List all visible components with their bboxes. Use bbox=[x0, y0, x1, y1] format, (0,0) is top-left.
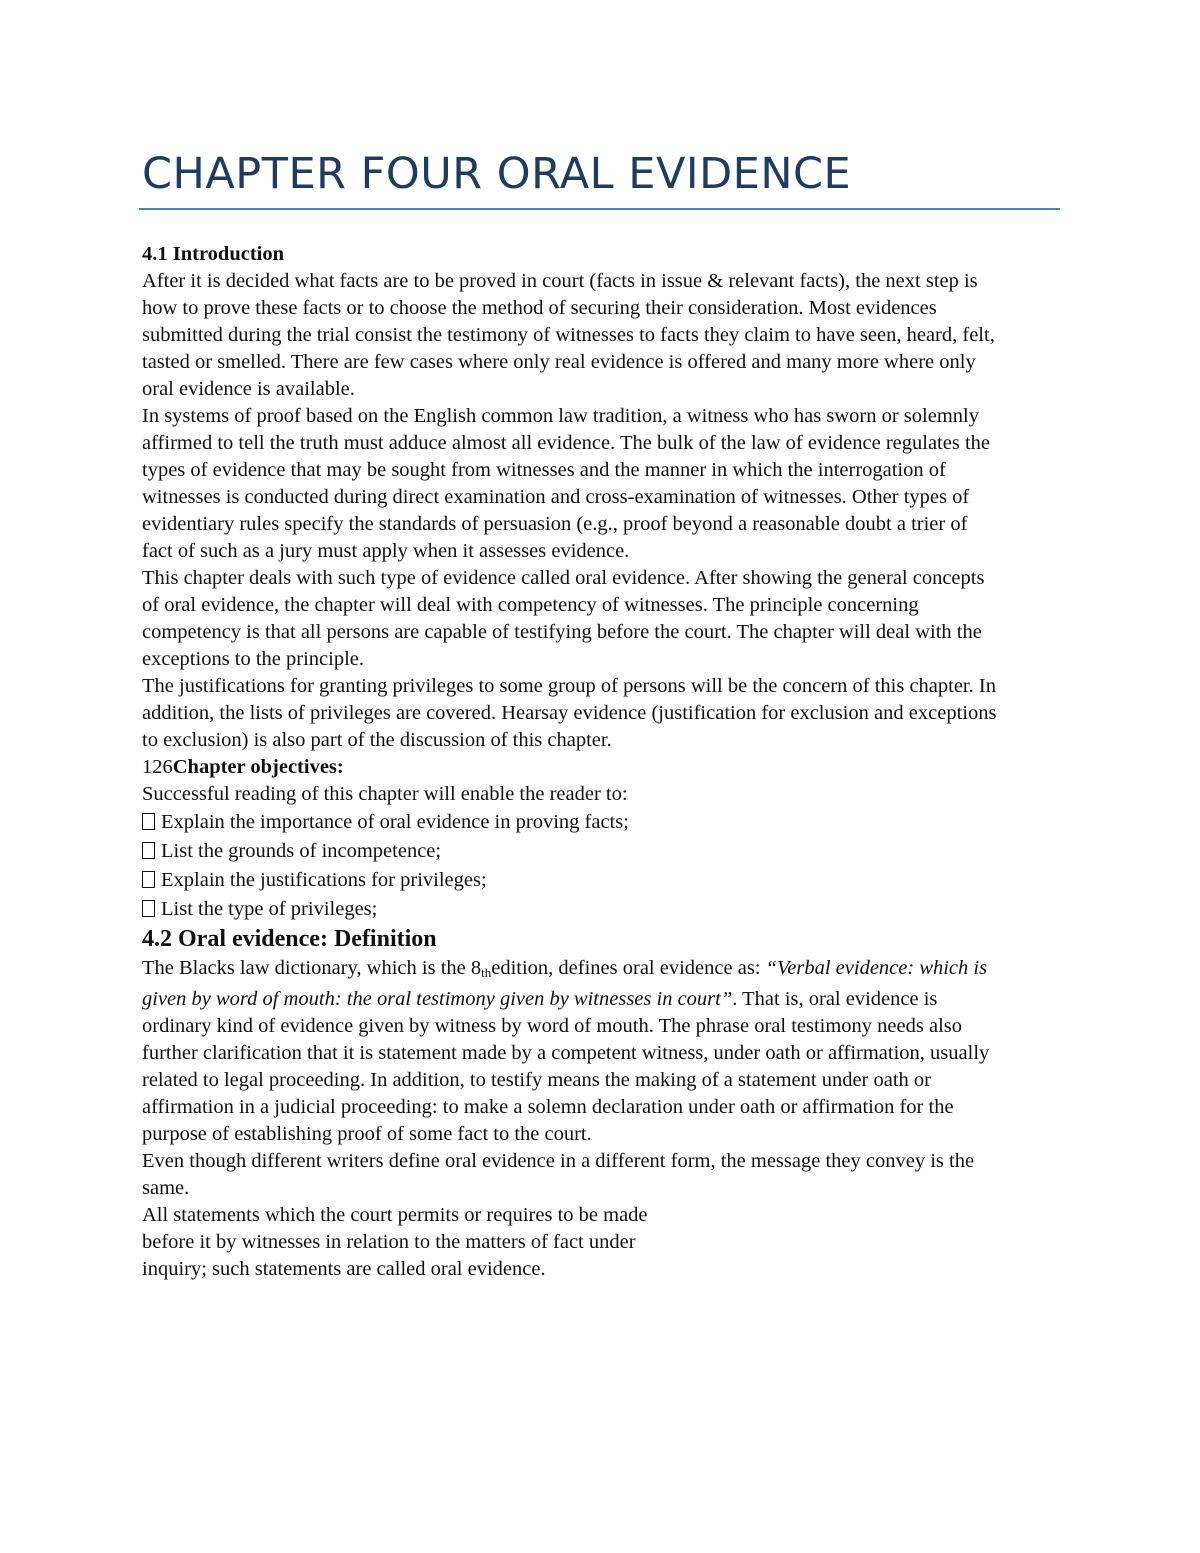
objectives-intro: Successful reading of this chapter will enable the reader to: bbox=[142, 783, 628, 805]
intro-paragraph-3: This chapter deals with such type of evidence called oral evidence. After showing the general concepts of oral evidence, the chapter will deal with competency of witnesses. The principle concerning competency is that all persons are capable of testifying before the court. The chapter will deal with the exceptions to the principle. bbox=[142, 567, 985, 670]
list-item: List the grounds of incompetence; bbox=[142, 837, 1002, 866]
bullet-box-icon bbox=[142, 871, 155, 888]
objectives-heading-line bbox=[142, 754, 1002, 781]
definition-quote-line: before it by witnesses in relation to the matters of fact under bbox=[142, 1231, 636, 1253]
title-divider bbox=[139, 208, 1060, 210]
definition-quote-line: inquiry; such statements are called oral evidence. bbox=[142, 1258, 546, 1280]
bullet-box-icon bbox=[142, 900, 155, 917]
ordinal-suffix: th bbox=[481, 965, 492, 980]
definition-paragraph-1: The Blacks law dictionary, which is the $8_{th}edition$, defines oral evidence as: “Verbal evidence: which is given by word of mouth: the oral testimony given by witnesses in court”. That is, oral evidence is ordinary kind of evidence given by witness by word of mouth. The phrase oral testimony needs also further clarification that it is statement made by a competent witness, under oath or affirmation, usually related to legal proceeding. In addition, to testify means the making of a statement under oath or affirmation in a judicial proceeding: to make a solemn declaration under oath or affirmation for the purpose of establishing proof of some fact to the court. bbox=[142, 957, 990, 1145]
section-heading-introduction: 4.1 Introduction bbox=[142, 243, 285, 265]
definition-paragraph-2: Even though different writers define oral evidence in a different form, the message they convey is the same. bbox=[142, 1150, 975, 1199]
definition-quote: “Verbal evidence: which is given by word of mouth: the oral testimony given by witnesses in court” bbox=[142, 957, 988, 1010]
page-number: 126 bbox=[142, 756, 173, 778]
intro-paragraph-4: The justifications for granting privileges to some group of persons will be the concern of this chapter. In addition, the lists of privileges are covered. Hearsay evidence (justification for exclusion and exceptions to exclusion) is also part of the discussion of this chapter. bbox=[142, 675, 997, 751]
document-body bbox=[142, 241, 1002, 1283]
definition-quote-line: All statements which the court permits or requires to be made bbox=[142, 1204, 648, 1226]
list-item: List the type of privileges; bbox=[142, 895, 1002, 924]
section-heading-definition: 4.2 Oral evidence: Definition bbox=[142, 926, 437, 952]
list-item: Explain the importance of oral evidence in proving facts; bbox=[142, 808, 1002, 837]
list-item: Explain the justifications for privileges; bbox=[142, 866, 1002, 895]
objectives-heading: Chapter objectives: bbox=[172, 756, 344, 778]
bullet-box-icon bbox=[142, 813, 155, 830]
intro-paragraph-2: In systems of proof based on the English common law tradition, a witness who has sworn or solemnly affirmed to tell the truth must adduce almost all evidence. The bulk of the law of evidence regulates the types of evidence that may be sought from witnesses and the manner in which the interrogation of witnesses is conducted during direct examination and cross-examination of witnesses. Other types of evidentiary rules specify the standards of persuasion (e.g., proof beyond a reasonable doubt a trier of fact of such as a jury must apply when it assesses evidence. bbox=[142, 405, 990, 562]
intro-paragraph-1: After it is decided what facts are to be proved in court (facts in issue & relevant facts), the next step is how to prove these facts or to choose the method of securing their consideration. Most evidences submitted during the trial consist the testimony of witnesses to facts they claim to have seen, heard, felt, tasted or smelled. There are few cases where only real evidence is offered and many more where only oral evidence is available. bbox=[142, 270, 995, 400]
chapter-title: CHAPTER FOUR ORAL EVIDENCE bbox=[142, 149, 852, 199]
bullet-box-icon bbox=[142, 842, 155, 859]
